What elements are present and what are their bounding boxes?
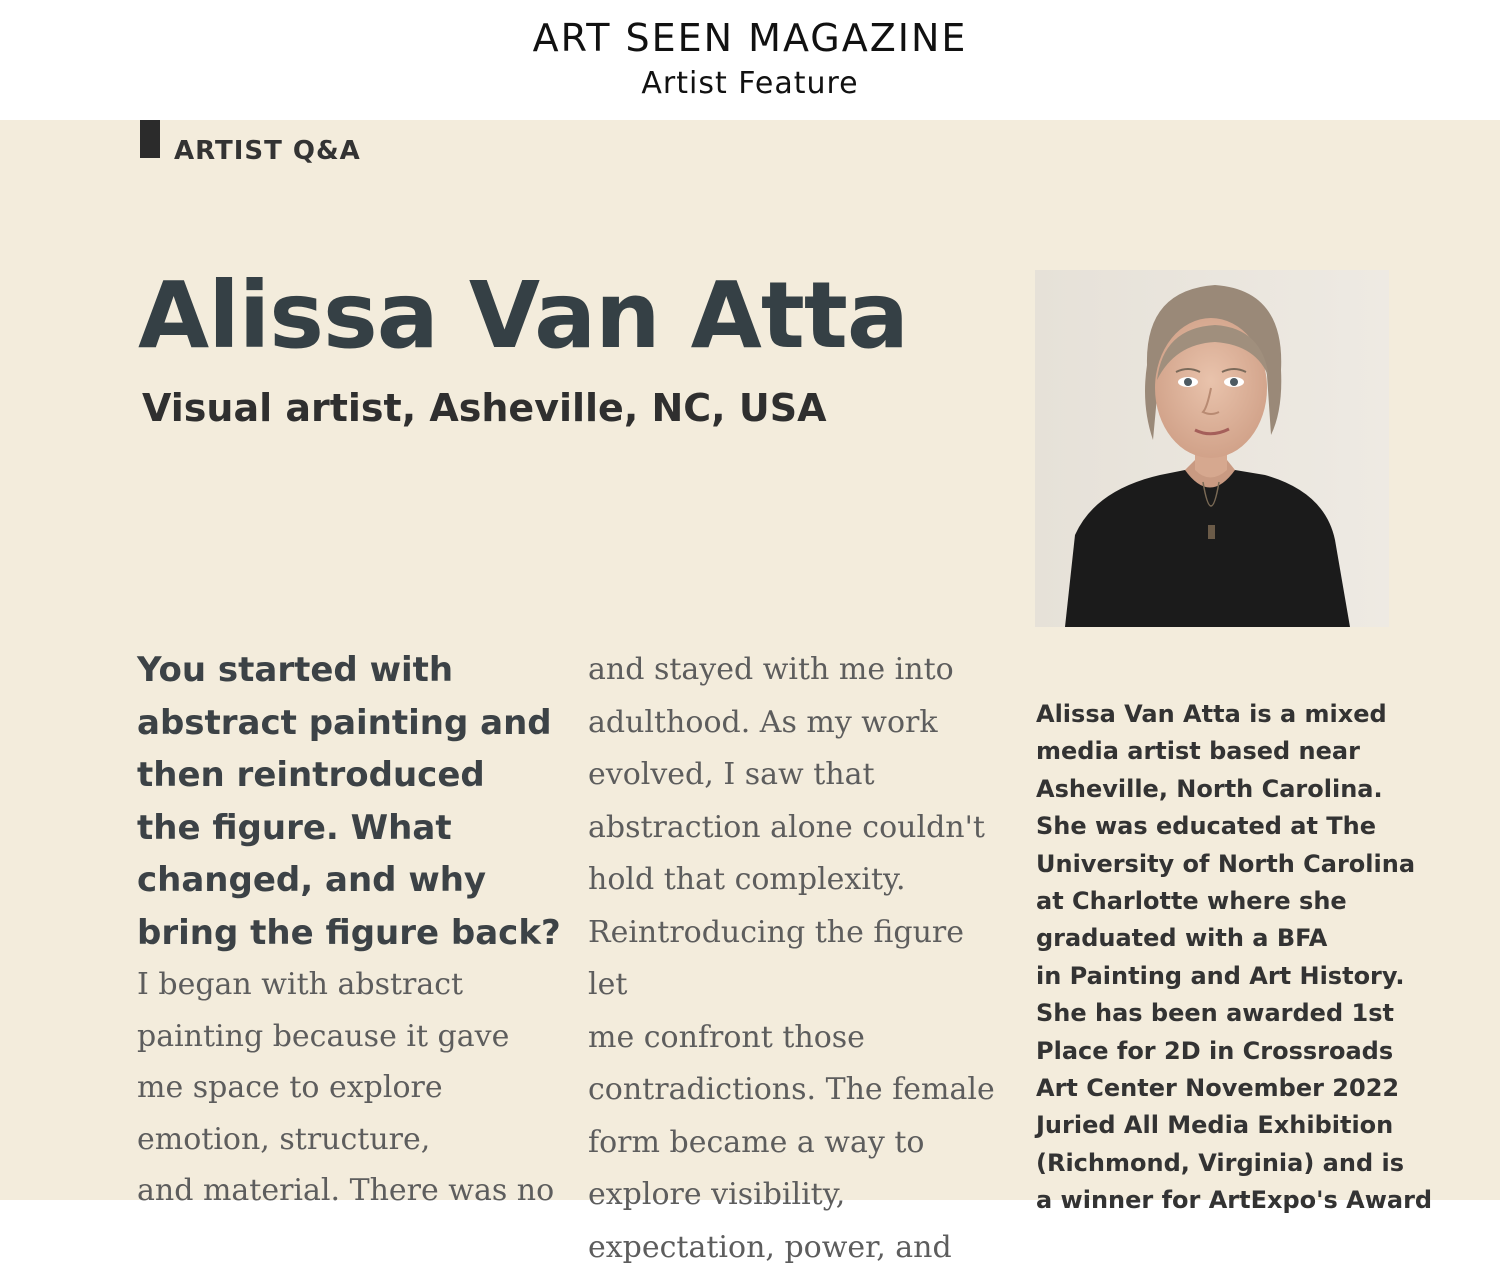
section-label: ARTIST Q&A [174, 136, 361, 166]
artist-portrait [1035, 270, 1389, 627]
artist-bio: Alissa Van Atta is a mixed media artist based near Asheville, North Carolina. She was educated at The University of North Carolina at Charlotte where she graduated with a BFA in Painting and Art History. She has been awarded 1st Place for 2D in Crossroads Art Center November 2022 Juried All Media Exhibition (Richmond, Virginia) and is a winner for ArtExpo's Award [1036, 700, 1433, 1215]
section-marker-bar [140, 120, 160, 158]
magazine-subtitle: Artist Feature [641, 66, 859, 101]
answer-text-col-1: I began with abstract painting because it gave me space to explore emotion, structure, and material. There was no [137, 967, 555, 1208]
portrait-photo [1035, 270, 1389, 627]
article-page [0, 120, 1500, 1265]
column-2 [588, 644, 1008, 1274]
artist-name: Alissa Van Atta [138, 262, 908, 369]
column-1 [137, 644, 567, 1217]
magazine-title: ART SEEN MAGAZINE [532, 16, 968, 60]
artist-subtitle: Visual artist, Asheville, NC, USA [142, 386, 827, 430]
masthead [0, 0, 1500, 120]
question-text: You started with abstract painting and then reintroduced the figure. What changed, and why bring the figure back? [137, 650, 561, 953]
answer-text-col-2: and stayed with me into adulthood. As my work evolved, I saw that abstraction alone couldn't hold that complexity. Reintroducing the figure let me confront those contradictions. The female form became a way to explore visibility, expectation, power, and [588, 652, 995, 1265]
